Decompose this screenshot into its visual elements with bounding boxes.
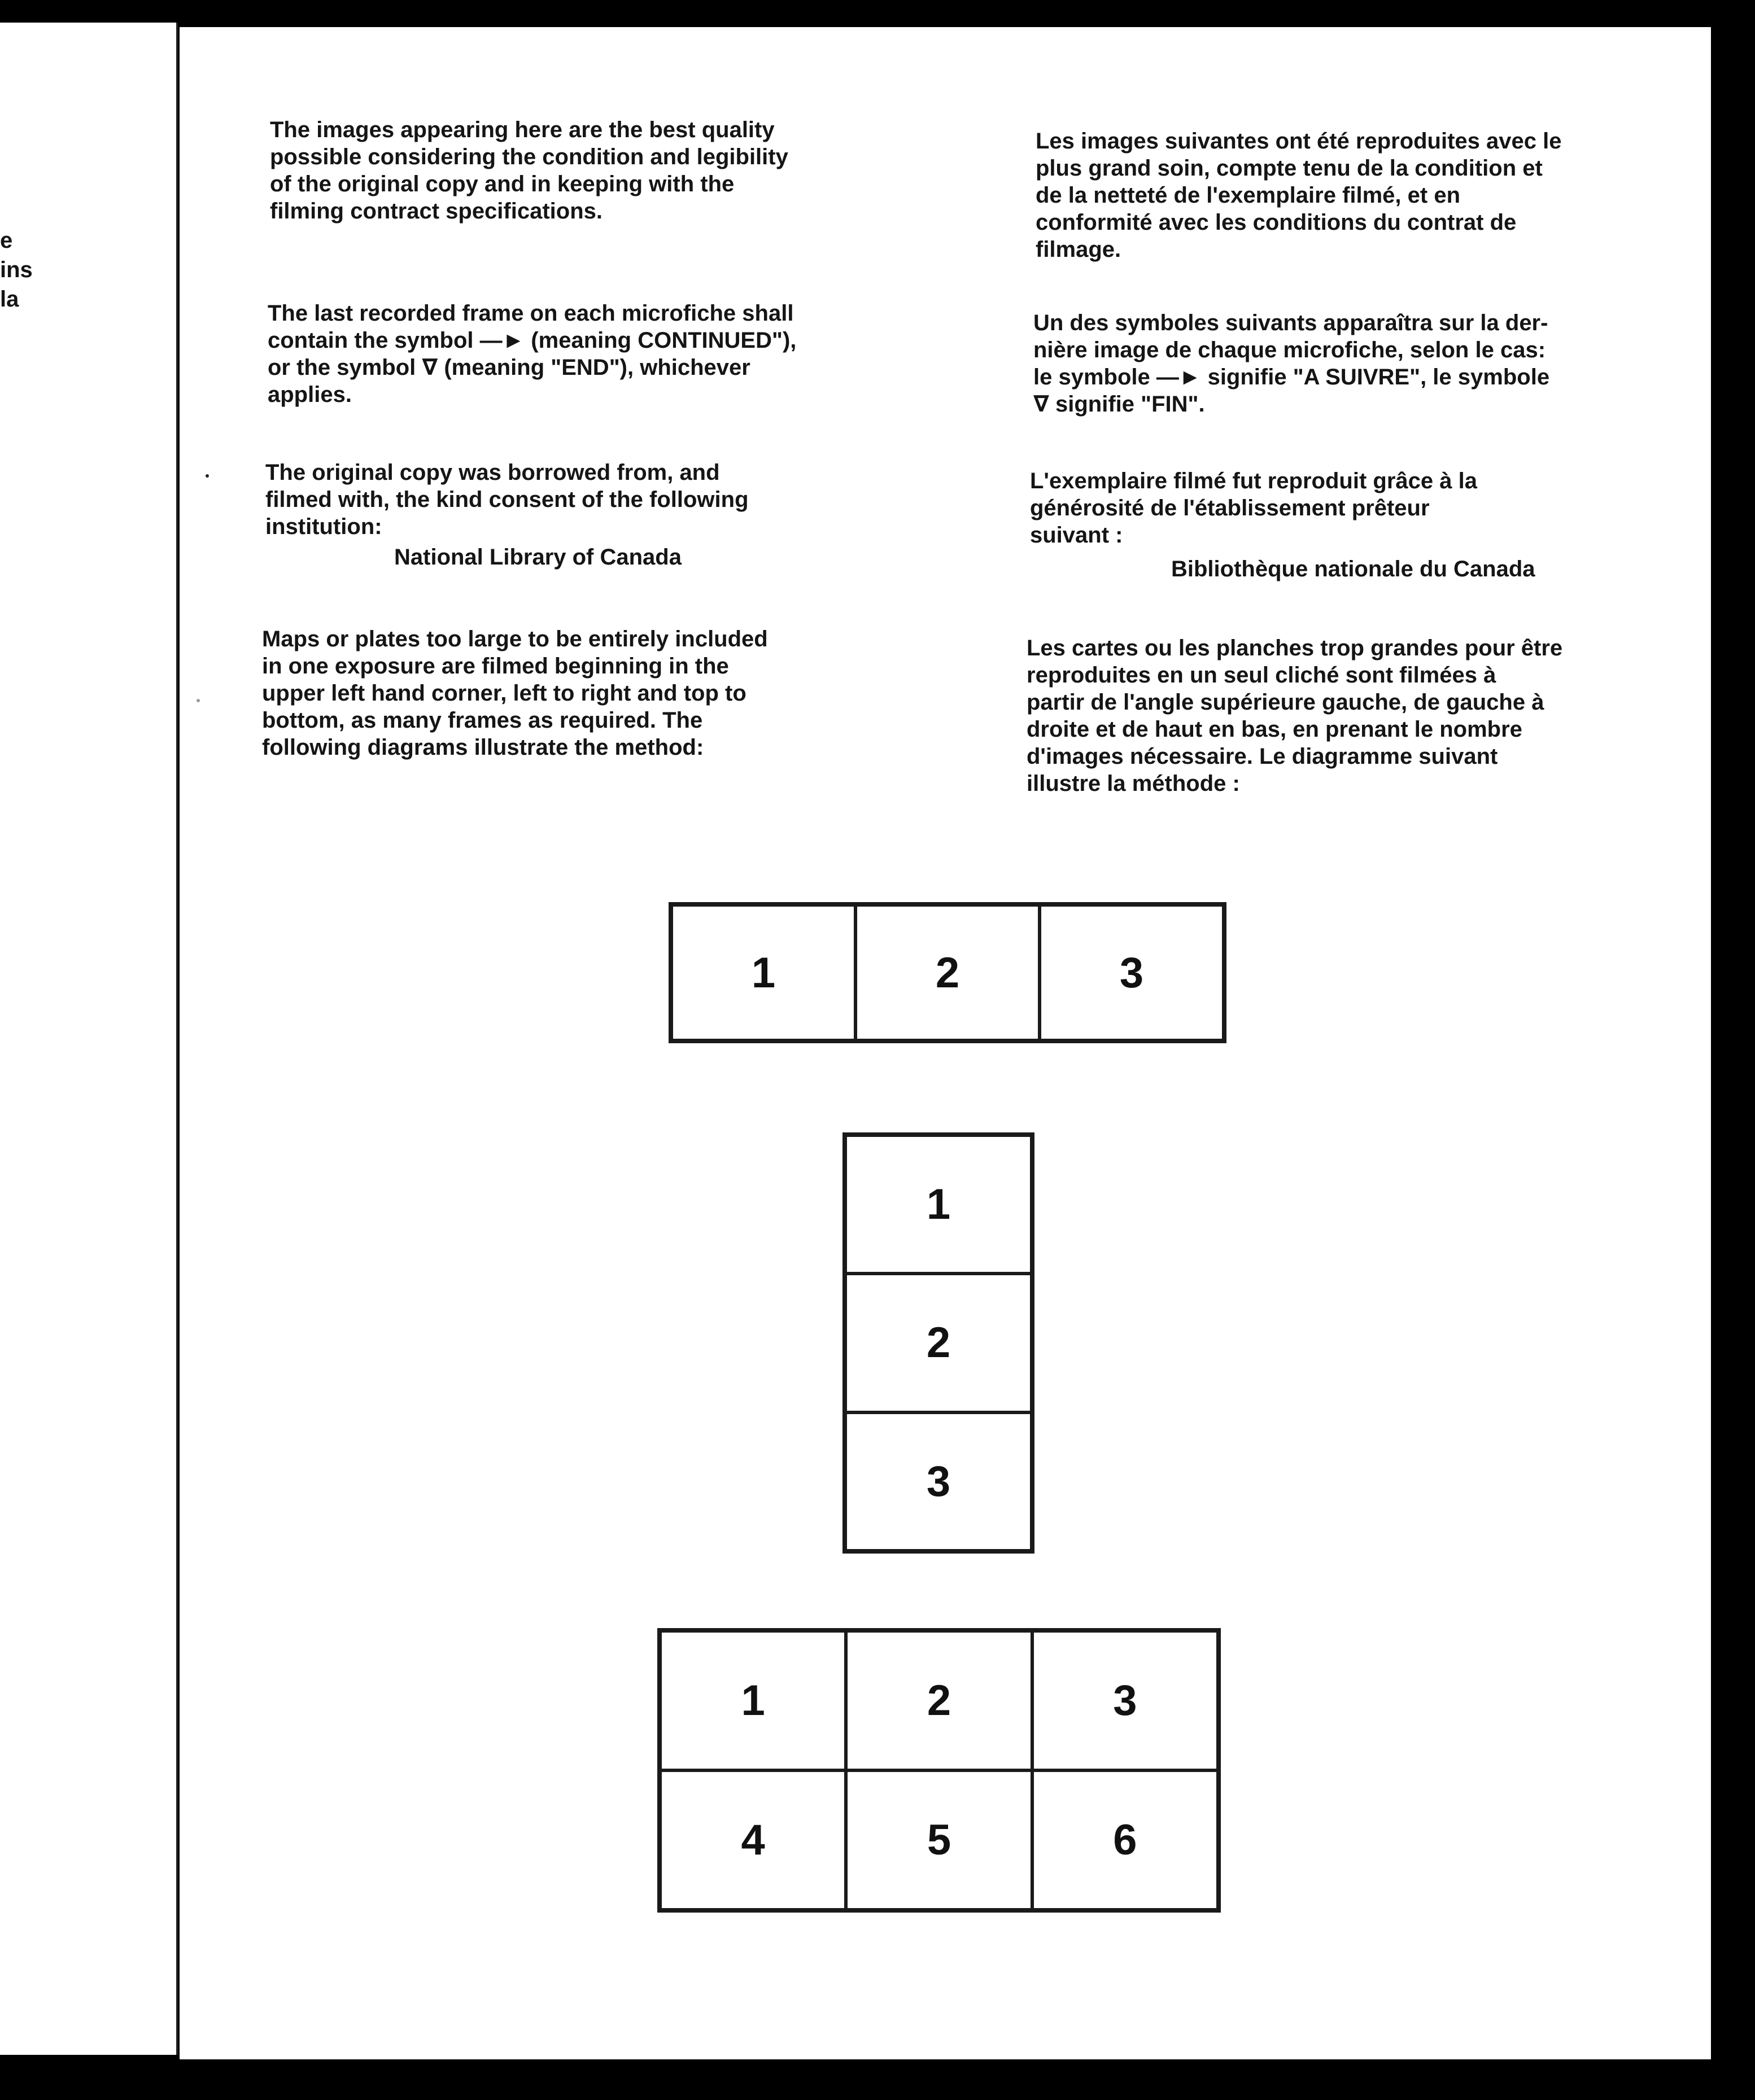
english-institution-name: National Library of Canada: [394, 545, 682, 570]
left-page-text-fragment: e ins la: [0, 228, 33, 312]
microfiche-target-page: [180, 27, 1711, 2059]
frame-cell: 1: [845, 1135, 1032, 1274]
speck: [206, 474, 209, 478]
frame-cell: 1: [660, 1631, 846, 1770]
frame-cell: 1: [671, 905, 855, 1040]
frame-cell: 2: [855, 905, 1040, 1040]
french-maps-notice: Les cartes ou les planches trop grandes pour être reproduites en un seul cliché sont filmées à partir de l'angle supérieure gauche, de gauche à droite et de haut en bas, en prenant le nombre d'images nécessaire. Le diagramme suivant illustre la méthode :: [1027, 636, 1563, 796]
left-page-fragment: [0, 23, 178, 2055]
frame-cell: 3: [845, 1412, 1032, 1551]
french-source-notice: L'exemplaire filmé fut reproduit grâce à la générosité de l'établissement prêteur suivant :: [1030, 469, 1477, 548]
english-symbol-notice: The last recorded frame on each microfiche shall contain the symbol —► (meaning CONTINUED"), or the symbol ∇ (meaning "END"), whichever applies.: [268, 301, 797, 407]
french-symbol-notice: Un des symboles suivants apparaîtra sur la der- nière image de chaque microfiche, selon le cas: le symbole —► signifie "A SUIVRE", le symbole ∇ signifie "FIN".: [1033, 310, 1550, 417]
frame-cell: 3: [1032, 1631, 1218, 1770]
speck: [197, 699, 200, 702]
english-source-notice: The original copy was borrowed from, and filmed with, the kind consent of the following institution:: [265, 460, 749, 539]
frame-cell: 3: [1040, 905, 1224, 1040]
english-quality-notice: The images appearing here are the best quality possible considering the condition and legibility of the original copy and in keeping with the filming contract specifications.: [270, 117, 788, 224]
frame-cell: 4: [660, 1770, 846, 1910]
frame-cell: 2: [845, 1274, 1032, 1412]
grid-frame-diagram: [657, 1628, 1221, 1913]
frame-cell: 6: [1032, 1770, 1218, 1910]
frame-cell: 5: [846, 1770, 1032, 1910]
frame-cell: 2: [846, 1631, 1032, 1770]
vertical-frame-diagram: [842, 1132, 1034, 1554]
french-quality-notice: Les images suivantes ont été reproduites avec le plus grand soin, compte tenu de la condition et de la netteté de l'exemplaire filmé, et en conformité avec les conditions du contrat de filmage.: [1036, 129, 1562, 262]
french-institution-name: Bibliothèque nationale du Canada: [1171, 557, 1535, 581]
english-maps-notice: Maps or plates too large to be entirely included in one exposure are filmed beginning in the upper left hand corner, left to right and top to bottom, as many frames as required. The following diagrams illustrate the method:: [262, 627, 768, 760]
horizontal-frame-diagram: [669, 902, 1226, 1043]
